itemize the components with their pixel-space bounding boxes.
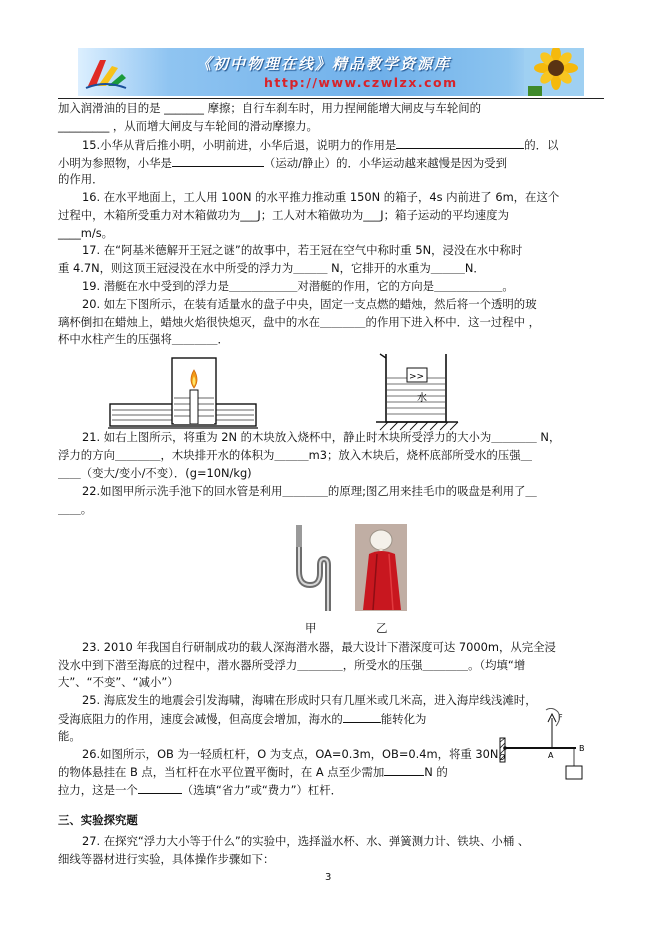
banner-url: http://www.czwlzx.com (264, 75, 458, 90)
q26-line (58, 764, 606, 779)
text-line: 重 4.7N，则这顶王冠浸没在水中所受的浮力为＿＿＿ N，它排开的水重为＿＿＿N． (58, 261, 485, 275)
header-rule (58, 98, 604, 99)
water-label: 水 (417, 393, 427, 404)
q15-line (82, 137, 606, 152)
text-line: 21. 如右上图所示，将重为 2N 的木块放入烧杯中，静止时木块所受浮力的大小为＿＿＿＿ N， (82, 430, 561, 444)
answer-blank (343, 711, 381, 723)
q25-text-b: 能转化为 (380, 712, 427, 726)
page-number: 3 (325, 872, 332, 883)
text-line: 16. 在水平地面上，工人用 100N 的水平推力推动重 150N 的箱子，4s 内前进了 6m，在这个 (82, 190, 560, 204)
label-o: O (499, 753, 506, 762)
text-line: 璃杯倒扣在蜡烛上，蜡烛火焰很快熄灭，盘中的水在＿＿＿＿的作用下进入杯中．这一过程中 ， (58, 315, 541, 329)
text-line: 细线等器材进行实验，具体操作步骤如下： (58, 852, 275, 866)
text-line: 17. 在“阿基米德解开王冠之谜”的故事中，若王冠在空气中称时重 5N，浸没在水中称时 (82, 243, 523, 257)
text-line: _________ ，从而增大闸皮与车轮间的滑动摩擦力。 (58, 119, 318, 133)
text-line: 23. 2010 年我国自行研制成功的载人深海潜水器，最大设计下潜深度可达 7000m，从完全浸 (82, 640, 556, 654)
caption-jia: 甲 (305, 621, 317, 635)
q26-text: 的物体悬挂在 B 点，当杠杆在水平位置平衡时，在 A 点至少需加 (58, 765, 385, 779)
text-line: 能。 (58, 729, 81, 743)
block-label: >> (409, 372, 425, 382)
label-b: B (579, 744, 585, 753)
text-line: 杯中水柱产生的压强将＿＿＿＿． (58, 332, 229, 346)
text-line: 加入润滑油的目的是 _______ 摩擦；自行车刹车时，用力捏闸能增大闸皮与车轮间的 (58, 101, 482, 115)
text-line: ____m/s。 (58, 226, 114, 240)
text-line: 没水中到下潜至海底的过程中，潜水器所受浮力＿＿＿＿，所受水的压强＿＿＿＿。（均填“增 (58, 658, 526, 672)
q26-line-2 (58, 782, 606, 797)
q26-text-c: 拉力，这是一个 (58, 783, 138, 797)
answer-blank (396, 137, 524, 149)
answer-blank (172, 155, 264, 167)
q15-text-c: 小明为参照物，小华是 (58, 156, 172, 170)
text-line: 22.如图甲所示洗手池下的回水管是利用＿＿＿＿的原理;图乙用来挂毛巾的吸盘是利用了＿ (82, 484, 537, 498)
label-f: F (558, 713, 563, 722)
q26-text-d: （选填“省力”或“费力”）杠杆． (181, 783, 343, 797)
q15-text: 15.小华从背后推小明，小明前进，小华后退，说明力的作用是 (82, 138, 397, 152)
text-line: 26.如图所示，OB 为一轻质杠杆，O 为支点，OA=0.3m，OB=0.4m，将重 30N (82, 747, 499, 761)
text-line: 浮力的方向＿＿＿＿，木块排开水的体积为＿＿＿m3；放入木块后，烧杯底部所受水的压强＿ (58, 448, 532, 462)
text-line: 25. 海底发生的地震会引发海啸，海啸在形成时只有几厘米或几米高，进入海岸线浅滩时， (82, 693, 537, 707)
header-banner (78, 48, 584, 96)
text-line: 20. 如左下图所示，在装有适量水的盘子中央，固定一支点燃的蜡烛，然后将一个透明的玻 (82, 297, 537, 311)
text-line: ＿＿。 (58, 502, 93, 516)
text-line: ＿＿（变大/变小/不变）．(g=10N/kg) (58, 466, 252, 480)
q15-line-2 (58, 155, 606, 170)
beaker-figure (374, 350, 460, 440)
suction-cup-figure (355, 524, 407, 611)
drain-pipe-figure (286, 523, 332, 613)
q26-text-b: N 的 (424, 765, 448, 779)
q15-text-b: 的．以 (524, 138, 559, 152)
section-heading: 三、实验探究题 (58, 813, 138, 827)
answer-blank (384, 764, 424, 776)
text-line: 大”、“不变”、“减小”） (58, 675, 179, 689)
text-line: 19. 潜艇在水中受到的浮力是＿＿＿＿＿＿对潜艇的作用，它的方向是＿＿＿＿＿＿。 (82, 279, 514, 293)
answer-blank (138, 782, 182, 794)
logo-icon (82, 52, 128, 92)
banner-title: 《初中物理在线》精品教学资源库 (196, 55, 452, 73)
candle-dish-figure (108, 352, 258, 432)
text-line: 过程中，木箱所受重力对木箱做功为___J；工人对木箱做功为___J；箱子运动的平均速度为 (58, 208, 509, 222)
text-line: 27. 在探究“浮力大小等于什么”的实验中，选择溢水杯、水、弹簧测力计、铁块、小桶 、 (82, 834, 530, 848)
q25-text: 受海底阻力的作用，速度会减慢，但高度会增加，海水的 (58, 712, 343, 726)
sunflower-icon (524, 48, 584, 96)
label-a: A (548, 751, 554, 760)
text-line: 的作用． (58, 172, 104, 186)
q15-text-d: （运动/静止）的．小华运动越来越慢是因为受到 (263, 156, 507, 170)
caption-yi: 乙 (376, 621, 388, 635)
